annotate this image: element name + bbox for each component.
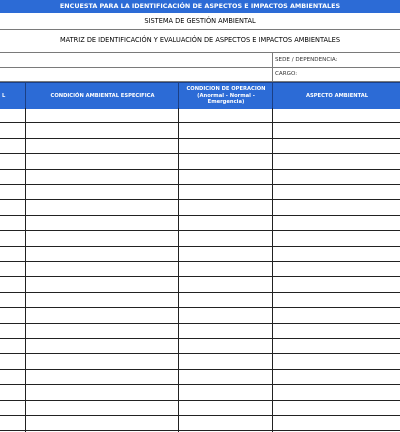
table-row[interactable]	[0, 324, 400, 339]
table-row[interactable]	[0, 108, 400, 123]
table-row[interactable]	[0, 139, 400, 154]
cargo-field[interactable]: CARGO:	[272, 67, 400, 81]
system-title: SISTEMA DE GESTIÓN AMBIENTAL	[0, 13, 400, 30]
table-row[interactable]	[0, 231, 400, 246]
table-row[interactable]	[0, 200, 400, 215]
info-row-cargo	[0, 67, 400, 82]
table-row[interactable]	[0, 154, 400, 169]
table-row[interactable]	[0, 262, 400, 277]
table-row[interactable]	[0, 385, 400, 400]
table-column-headers	[0, 82, 400, 109]
condicion-operacion-line3: Emergencia)	[207, 99, 245, 106]
table-row[interactable]	[0, 308, 400, 323]
column-header-condicion-ambiental: CONDICIÓN AMBIENTAL ESPECIFICA	[25, 83, 179, 109]
table-row[interactable]	[0, 216, 400, 231]
table-row[interactable]	[0, 170, 400, 185]
survey-table-body	[0, 108, 400, 432]
table-row[interactable]	[0, 401, 400, 416]
table-row[interactable]	[0, 370, 400, 385]
table-row[interactable]	[0, 185, 400, 200]
matrix-title: MATRIZ DE IDENTIFICACIÓN Y EVALUACIÓN DE ASPECTOS E IMPACTOS AMBIENTALES	[0, 29, 400, 53]
column-header-condicion-operacion	[178, 83, 273, 109]
condicion-operacion-line1: CONDICION DE OPERACION	[186, 86, 266, 93]
table-row[interactable]	[0, 339, 400, 354]
table-row[interactable]	[0, 123, 400, 138]
column-header-cut: L	[2, 92, 6, 99]
table-row[interactable]	[0, 354, 400, 369]
condicion-operacion-line2: (Anormal - Normal -	[197, 92, 255, 99]
table-row[interactable]	[0, 416, 400, 431]
sede-dependencia-field[interactable]: SEDE / DEPENDENCIA:	[272, 53, 400, 67]
table-row[interactable]	[0, 247, 400, 262]
survey-title-banner: ENCUESTA PARA LA IDENTIFICACIÓN DE ASPECTOS E IMPACTOS AMBIENTALES	[0, 0, 400, 13]
table-row[interactable]	[0, 277, 400, 292]
info-row-sede	[0, 53, 400, 68]
table-row[interactable]	[0, 293, 400, 308]
column-header-aspecto-ambiental: ASPECTO AMBIENTAL	[272, 83, 400, 109]
